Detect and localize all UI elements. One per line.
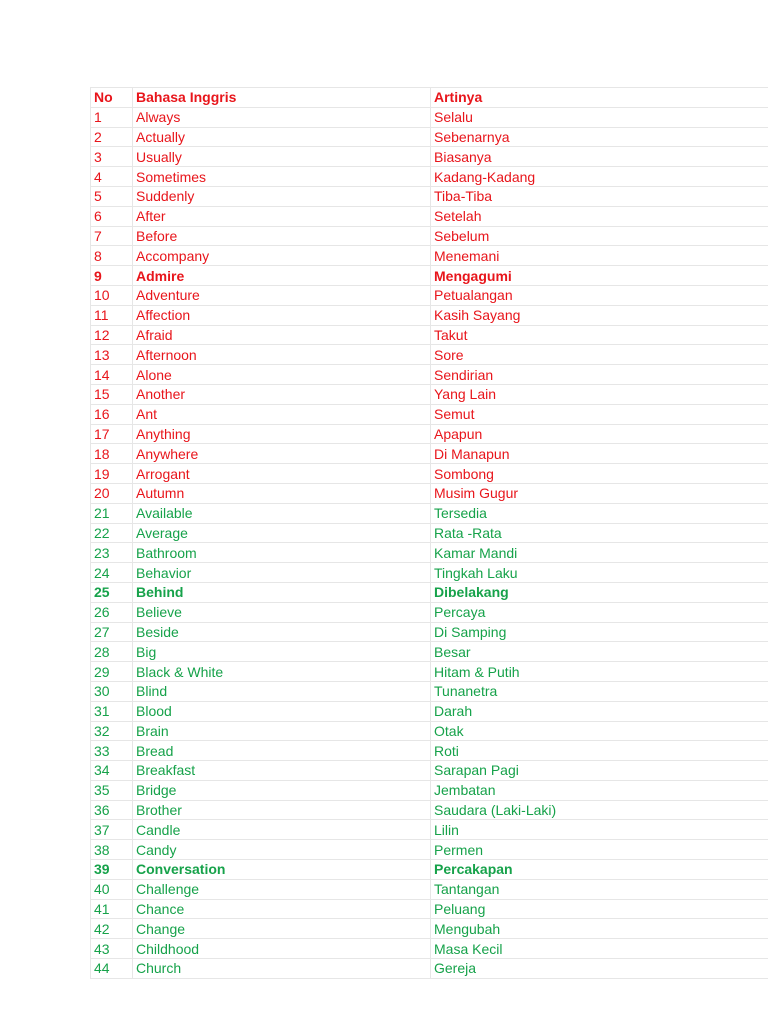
table-row bbox=[91, 186, 768, 206]
english-word: Actually bbox=[133, 127, 431, 147]
table-row bbox=[91, 899, 768, 919]
indonesian-meaning: Sebenarnya bbox=[431, 127, 768, 147]
indonesian-meaning: Percakapan bbox=[431, 860, 768, 880]
row-number: 6 bbox=[91, 206, 133, 226]
row-number: 31 bbox=[91, 701, 133, 721]
header-english: Bahasa Inggris bbox=[133, 88, 431, 108]
english-word: Arrogant bbox=[133, 464, 431, 484]
indonesian-meaning: Besar bbox=[431, 642, 768, 662]
english-word: Challenge bbox=[133, 879, 431, 899]
english-word: Admire bbox=[133, 266, 431, 286]
header-meaning: Artinya bbox=[431, 88, 768, 108]
indonesian-meaning: Darah bbox=[431, 701, 768, 721]
english-word: Conversation bbox=[133, 860, 431, 880]
table-row bbox=[91, 266, 768, 286]
row-number: 26 bbox=[91, 602, 133, 622]
english-word: Behind bbox=[133, 582, 431, 602]
english-word: Before bbox=[133, 226, 431, 246]
indonesian-meaning: Hitam & Putih bbox=[431, 662, 768, 682]
table-row bbox=[91, 563, 768, 583]
english-word: Affection bbox=[133, 305, 431, 325]
english-word: After bbox=[133, 206, 431, 226]
indonesian-meaning: Semut bbox=[431, 404, 768, 424]
table-row bbox=[91, 662, 768, 682]
row-number: 44 bbox=[91, 959, 133, 979]
table-row bbox=[91, 246, 768, 266]
indonesian-meaning: Petualangan bbox=[431, 285, 768, 305]
row-number: 5 bbox=[91, 186, 133, 206]
table-row bbox=[91, 582, 768, 602]
english-word: Afraid bbox=[133, 325, 431, 345]
row-number: 36 bbox=[91, 800, 133, 820]
row-number: 41 bbox=[91, 899, 133, 919]
indonesian-meaning: Apapun bbox=[431, 424, 768, 444]
english-word: Another bbox=[133, 384, 431, 404]
table-row bbox=[91, 543, 768, 563]
row-number: 28 bbox=[91, 642, 133, 662]
indonesian-meaning: Menemani bbox=[431, 246, 768, 266]
table-row bbox=[91, 622, 768, 642]
table-row bbox=[91, 681, 768, 701]
english-word: Church bbox=[133, 959, 431, 979]
row-number: 2 bbox=[91, 127, 133, 147]
table-row bbox=[91, 840, 768, 860]
row-number: 11 bbox=[91, 305, 133, 325]
indonesian-meaning: Dibelakang bbox=[431, 582, 768, 602]
indonesian-meaning: Tingkah Laku bbox=[431, 563, 768, 583]
english-word: Brother bbox=[133, 800, 431, 820]
table-row bbox=[91, 483, 768, 503]
row-number: 17 bbox=[91, 424, 133, 444]
english-word: Adventure bbox=[133, 285, 431, 305]
english-word: Afternoon bbox=[133, 345, 431, 365]
english-word: Blood bbox=[133, 701, 431, 721]
english-word: Beside bbox=[133, 622, 431, 642]
table-row bbox=[91, 424, 768, 444]
table-row bbox=[91, 721, 768, 741]
indonesian-meaning: Otak bbox=[431, 721, 768, 741]
table-row bbox=[91, 325, 768, 345]
indonesian-meaning: Setelah bbox=[431, 206, 768, 226]
english-word: Usually bbox=[133, 147, 431, 167]
english-word: Candy bbox=[133, 840, 431, 860]
indonesian-meaning: Sarapan Pagi bbox=[431, 761, 768, 781]
table-row bbox=[91, 919, 768, 939]
indonesian-meaning: Musim Gugur bbox=[431, 483, 768, 503]
english-word: Breakfast bbox=[133, 761, 431, 781]
indonesian-meaning: Tersedia bbox=[431, 503, 768, 523]
table-row bbox=[91, 761, 768, 781]
indonesian-meaning: Gereja bbox=[431, 959, 768, 979]
row-number: 3 bbox=[91, 147, 133, 167]
table-row bbox=[91, 602, 768, 622]
indonesian-meaning: Rata -Rata bbox=[431, 523, 768, 543]
row-number: 30 bbox=[91, 681, 133, 701]
table-row bbox=[91, 820, 768, 840]
row-number: 18 bbox=[91, 444, 133, 464]
indonesian-meaning: Kamar Mandi bbox=[431, 543, 768, 563]
english-word: Chance bbox=[133, 899, 431, 919]
indonesian-meaning: Selalu bbox=[431, 107, 768, 127]
table-header-row bbox=[91, 88, 768, 108]
row-number: 33 bbox=[91, 741, 133, 761]
row-number: 39 bbox=[91, 860, 133, 880]
row-number: 40 bbox=[91, 879, 133, 899]
indonesian-meaning: Tiba-Tiba bbox=[431, 186, 768, 206]
table-row bbox=[91, 384, 768, 404]
row-number: 7 bbox=[91, 226, 133, 246]
indonesian-meaning: Di Manapun bbox=[431, 444, 768, 464]
indonesian-meaning: Percaya bbox=[431, 602, 768, 622]
english-word: Sometimes bbox=[133, 167, 431, 187]
english-word: Anywhere bbox=[133, 444, 431, 464]
row-number: 20 bbox=[91, 483, 133, 503]
table-row bbox=[91, 701, 768, 721]
row-number: 29 bbox=[91, 662, 133, 682]
indonesian-meaning: Permen bbox=[431, 840, 768, 860]
table-row bbox=[91, 226, 768, 246]
table-row bbox=[91, 444, 768, 464]
row-number: 8 bbox=[91, 246, 133, 266]
row-number: 15 bbox=[91, 384, 133, 404]
table-row bbox=[91, 860, 768, 880]
english-word: Brain bbox=[133, 721, 431, 741]
indonesian-meaning: Kasih Sayang bbox=[431, 305, 768, 325]
english-word: Childhood bbox=[133, 939, 431, 959]
row-number: 27 bbox=[91, 622, 133, 642]
row-number: 19 bbox=[91, 464, 133, 484]
indonesian-meaning: Sore bbox=[431, 345, 768, 365]
english-word: Suddenly bbox=[133, 186, 431, 206]
english-word: Change bbox=[133, 919, 431, 939]
table-row bbox=[91, 642, 768, 662]
english-word: Accompany bbox=[133, 246, 431, 266]
table-row bbox=[91, 939, 768, 959]
row-number: 42 bbox=[91, 919, 133, 939]
indonesian-meaning: Takut bbox=[431, 325, 768, 345]
english-word: Big bbox=[133, 642, 431, 662]
header-no: No bbox=[91, 88, 133, 108]
row-number: 9 bbox=[91, 266, 133, 286]
row-number: 23 bbox=[91, 543, 133, 563]
table-row bbox=[91, 741, 768, 761]
table-row bbox=[91, 285, 768, 305]
row-number: 14 bbox=[91, 365, 133, 385]
row-number: 38 bbox=[91, 840, 133, 860]
indonesian-meaning: Sebelum bbox=[431, 226, 768, 246]
indonesian-meaning: Tantangan bbox=[431, 879, 768, 899]
vocabulary-table-body bbox=[91, 88, 768, 979]
table-row bbox=[91, 206, 768, 226]
indonesian-meaning: Sendirian bbox=[431, 365, 768, 385]
indonesian-meaning: Kadang-Kadang bbox=[431, 167, 768, 187]
table-row bbox=[91, 503, 768, 523]
table-row bbox=[91, 107, 768, 127]
row-number: 16 bbox=[91, 404, 133, 424]
table-row bbox=[91, 305, 768, 325]
row-number: 34 bbox=[91, 761, 133, 781]
english-word: Anything bbox=[133, 424, 431, 444]
english-word: Available bbox=[133, 503, 431, 523]
table-row bbox=[91, 800, 768, 820]
table-row bbox=[91, 167, 768, 187]
row-number: 37 bbox=[91, 820, 133, 840]
row-number: 21 bbox=[91, 503, 133, 523]
english-word: Average bbox=[133, 523, 431, 543]
row-number: 22 bbox=[91, 523, 133, 543]
indonesian-meaning: Lilin bbox=[431, 820, 768, 840]
table-row bbox=[91, 464, 768, 484]
table-row bbox=[91, 404, 768, 424]
table-row bbox=[91, 345, 768, 365]
indonesian-meaning: Saudara (Laki-Laki) bbox=[431, 800, 768, 820]
table-row bbox=[91, 523, 768, 543]
indonesian-meaning: Mengubah bbox=[431, 919, 768, 939]
row-number: 25 bbox=[91, 582, 133, 602]
english-word: Ant bbox=[133, 404, 431, 424]
table-row bbox=[91, 147, 768, 167]
indonesian-meaning: Sombong bbox=[431, 464, 768, 484]
indonesian-meaning: Masa Kecil bbox=[431, 939, 768, 959]
row-number: 1 bbox=[91, 107, 133, 127]
row-number: 43 bbox=[91, 939, 133, 959]
row-number: 12 bbox=[91, 325, 133, 345]
indonesian-meaning: Peluang bbox=[431, 899, 768, 919]
english-word: Alone bbox=[133, 365, 431, 385]
table-row bbox=[91, 365, 768, 385]
english-word: Bridge bbox=[133, 780, 431, 800]
english-word: Believe bbox=[133, 602, 431, 622]
indonesian-meaning: Yang Lain bbox=[431, 384, 768, 404]
indonesian-meaning: Biasanya bbox=[431, 147, 768, 167]
indonesian-meaning: Mengagumi bbox=[431, 266, 768, 286]
english-word: Autumn bbox=[133, 483, 431, 503]
english-word: Always bbox=[133, 107, 431, 127]
row-number: 4 bbox=[91, 167, 133, 187]
english-word: Behavior bbox=[133, 563, 431, 583]
row-number: 10 bbox=[91, 285, 133, 305]
row-number: 32 bbox=[91, 721, 133, 741]
table-row bbox=[91, 127, 768, 147]
table-row bbox=[91, 879, 768, 899]
english-word: Bread bbox=[133, 741, 431, 761]
row-number: 35 bbox=[91, 780, 133, 800]
english-word: Black & White bbox=[133, 662, 431, 682]
english-word: Blind bbox=[133, 681, 431, 701]
indonesian-meaning: Di Samping bbox=[431, 622, 768, 642]
english-word: Bathroom bbox=[133, 543, 431, 563]
indonesian-meaning: Tunanetra bbox=[431, 681, 768, 701]
table-row bbox=[91, 959, 768, 979]
row-number: 13 bbox=[91, 345, 133, 365]
indonesian-meaning: Roti bbox=[431, 741, 768, 761]
english-word: Candle bbox=[133, 820, 431, 840]
indonesian-meaning: Jembatan bbox=[431, 780, 768, 800]
table-row bbox=[91, 780, 768, 800]
vocabulary-table bbox=[90, 87, 768, 979]
row-number: 24 bbox=[91, 563, 133, 583]
